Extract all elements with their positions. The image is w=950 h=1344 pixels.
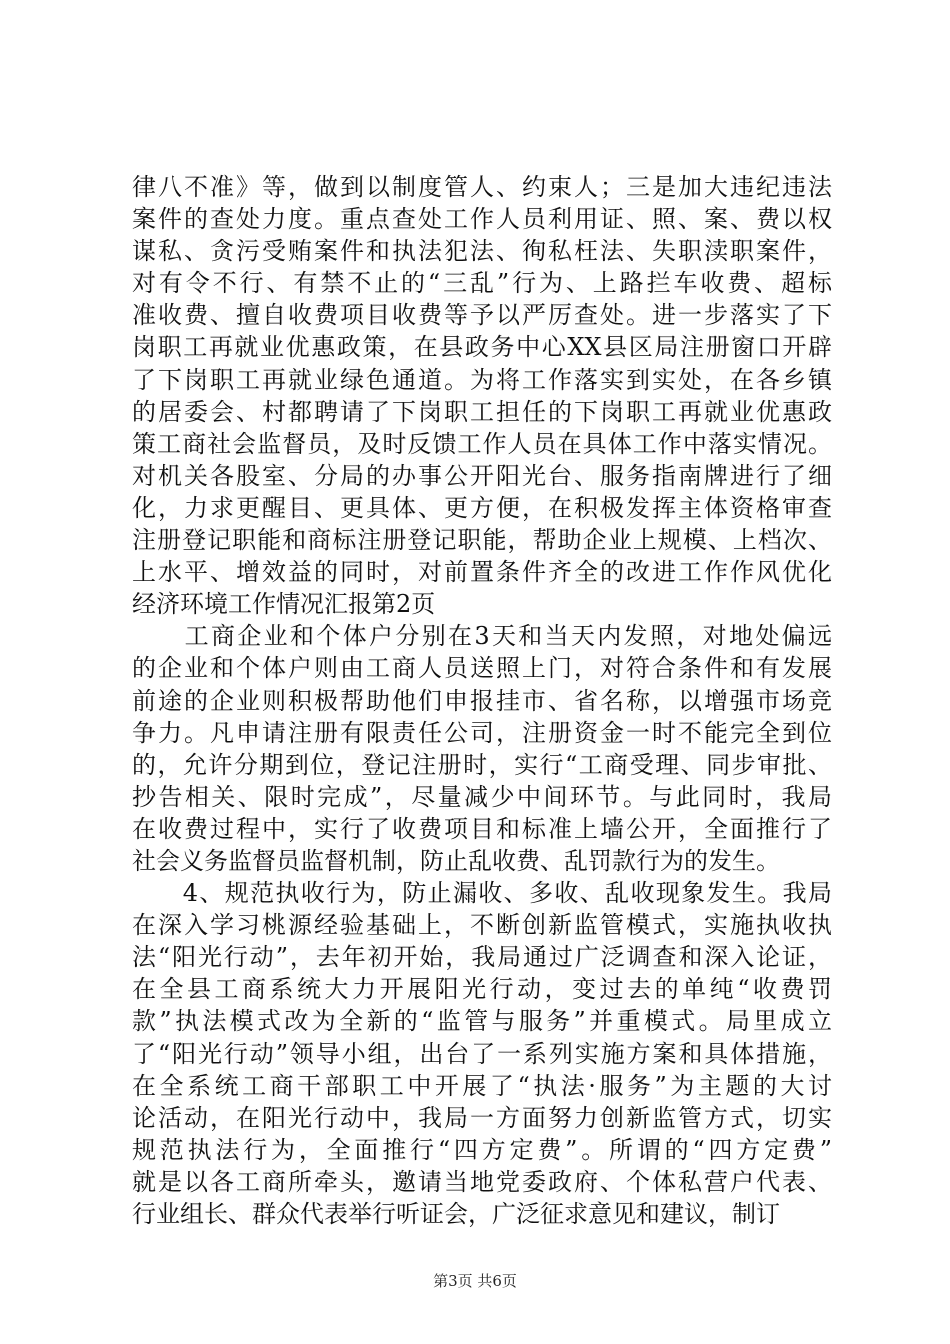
text-line: 论活动，在阳光行动中，我局一方面努力创新监管方式，切实 bbox=[132, 1103, 832, 1132]
text-line: 工商企业和个体户分别在3天和当天内发照，对地处偏远 bbox=[132, 622, 832, 651]
text-line: 行业组长、群众代表举行听证会，广泛征求意见和建议，制订 bbox=[132, 1200, 780, 1228]
text-line: 谋私、贪污受贿案件和执法犯法、徇私枉法、失职渎职案件， bbox=[132, 237, 832, 266]
text-line: 款”执法模式改为全新的“监管与服务”并重模式。局里成立 bbox=[132, 1007, 832, 1036]
text-line: 法“阳光行动”，去年初开始，我局通过广泛调查和深入论证， bbox=[132, 943, 832, 972]
text-line: 对机关各股室、分局的办事公开阳光台、服务指南牌进行了细 bbox=[132, 461, 832, 490]
text-line: 对有令不行、有禁不止的“三乱”行为、上路拦车收费、超标 bbox=[132, 269, 832, 298]
page-footer: 第3页 共6页 bbox=[433, 1272, 517, 1290]
text-line: 上水平、增效益的同时，对前置条件齐全的改进工作作风优化 bbox=[132, 558, 832, 587]
text-line: 了“阳光行动”领导小组，出台了一系列实施方案和具体措施， bbox=[132, 1039, 832, 1068]
body-text bbox=[132, 171, 832, 1230]
text-line: 社会义务监督员监督机制，防止乱收费、乱罚款行为的发生。 bbox=[132, 846, 780, 875]
text-line: 案件的查处力度。重点查处工作人员利用证、照、案、费以权 bbox=[132, 205, 832, 234]
text-line: 争力。凡申请注册有限责任公司，注册资金一时不能完全到位 bbox=[132, 718, 832, 747]
text-line: 经济环境工作情况汇报第2页 bbox=[132, 590, 436, 619]
text-line: 准收费、擅自收费项目收费等予以严厉查处。进一步落实了下 bbox=[132, 301, 832, 330]
text-line: 岗职工再就业优惠政策，在县政务中心XX县区局注册窗口开辟 bbox=[132, 333, 832, 362]
text-line: 在深入学习桃源经验基础上，不断创新监管模式，实施执收执 bbox=[132, 911, 832, 940]
text-line: 律八不准》等，做到以制度管人、约束人；三是加大违纪违法 bbox=[132, 173, 832, 201]
text-line: 策工商社会监督员，及时反馈工作人员在具体工作中落实情况。 bbox=[132, 429, 832, 458]
text-line: 化，力求更醒目、更具体、更方便，在积极发挥主体资格审查 bbox=[132, 493, 832, 522]
text-line: 了下岗职工再就业绿色通道。为将工作落实到实处，在各乡镇 bbox=[132, 365, 832, 394]
text-line: 在收费过程中，实行了收费项目和标准上墙公开，全面推行了 bbox=[132, 814, 832, 843]
text-line: 在全系统工商干部职工中开展了“执法·服务”为主题的大讨 bbox=[132, 1071, 832, 1100]
text-line: 4、规范执收行为，防止漏收、多收、乱收现象发生。我局 bbox=[132, 879, 832, 908]
text-line: 的，允许分期到位，登记注册时，实行“工商受理、同步审批、 bbox=[132, 750, 832, 779]
text-line: 前途的企业则积极帮助他们申报挂市、省名称，以增强市场竞 bbox=[132, 686, 832, 715]
text-line: 在全县工商系统大力开展阳光行动，变过去的单纯“收费罚 bbox=[132, 975, 832, 1004]
text-line: 规范执法行为，全面推行“四方定费”。所谓的“四方定费” bbox=[132, 1135, 832, 1164]
text-line: 注册登记职能和商标注册登记职能，帮助企业上规模、上档次、 bbox=[132, 526, 832, 555]
text-line: 就是以各工商所牵头，邀请当地党委政府、个体私营户代表、 bbox=[132, 1167, 832, 1196]
text-line: 抄告相关、限时完成”，尽量减少中间环节。与此同时，我局 bbox=[132, 782, 832, 811]
text-line: 的企业和个体户则由工商人员送照上门，对符合条件和有发展 bbox=[132, 654, 832, 683]
text-line: 的居委会、村都聘请了下岗职工担任的下岗职工再就业优惠政 bbox=[132, 397, 832, 426]
